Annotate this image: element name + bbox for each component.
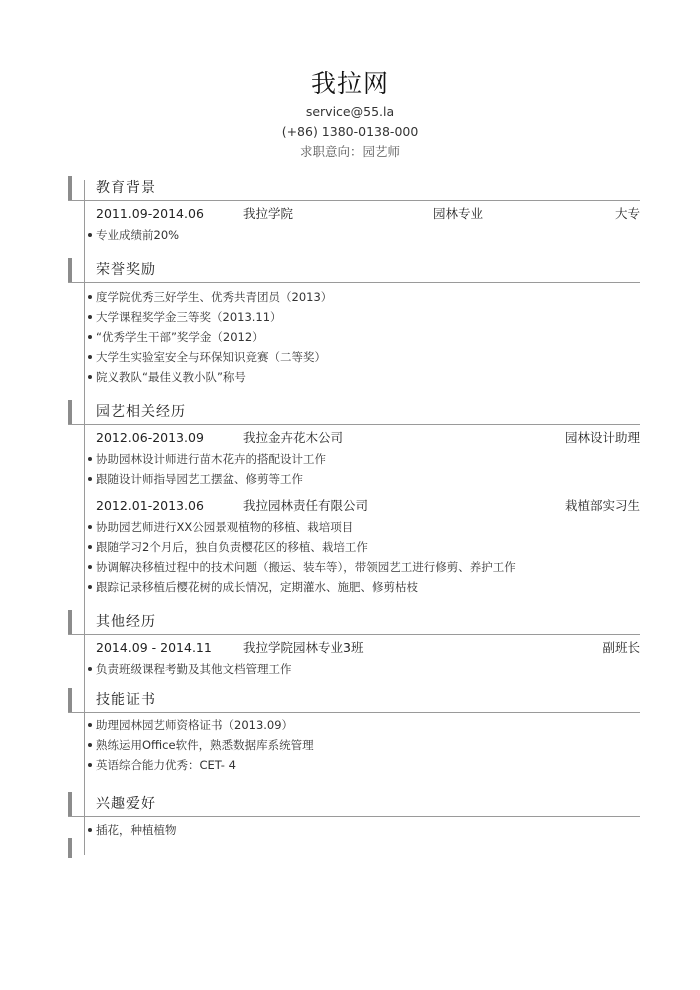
bullet-icon (88, 828, 92, 832)
section-header (68, 792, 640, 817)
section-title: 兴趣爱好 (96, 796, 156, 812)
bullet-icon (88, 315, 92, 319)
entry-period: 2014.09 - 2014.11 (96, 640, 212, 655)
section-marker (68, 258, 72, 282)
section-education (68, 176, 640, 242)
entry-role: 副班长 (602, 640, 640, 655)
section-header (68, 258, 640, 283)
email-text: service@55.la (305, 104, 395, 119)
bullet-icon (88, 375, 92, 379)
section-title: 技能证书 (96, 692, 156, 708)
section-marker (68, 176, 72, 200)
bullet-icon (88, 477, 92, 481)
list-item: 插花，种植植物 (68, 820, 640, 840)
section-title: 教育背景 (96, 180, 156, 196)
candidate-name: 我拉网 (310, 69, 389, 98)
section-header (68, 688, 640, 713)
bullet-icon (88, 667, 92, 671)
bullet-icon (88, 355, 92, 359)
entry-period: 2011.09-2014.06 (96, 206, 204, 221)
bullet-icon (88, 457, 92, 461)
list-item: 度学院优秀三好学生、优秀共青团员（2013） (68, 287, 640, 307)
bullet-icon (88, 723, 92, 727)
job-role: 栽植部实习生 (564, 498, 640, 513)
list-item: 协助园艺师进行XX公园景观植物的移植、栽培项目 (68, 517, 640, 537)
bullet-icon (88, 565, 92, 569)
section-header (68, 610, 640, 635)
entry-school: 我拉学院 (243, 206, 294, 221)
list-item: 大学课程奖学金三等奖（2013.11） (68, 307, 640, 327)
list-item: 助理园林园艺师资格证书（2013.09） (68, 715, 640, 735)
section-title: 其他经历 (96, 614, 156, 630)
section-title: 园艺相关经历 (96, 404, 186, 420)
list-item: 英语综合能力优秀：CET- 4 (68, 755, 640, 775)
section-awards (68, 258, 640, 384)
bullet-icon (88, 295, 92, 299)
list-item: 跟踪记录移植后樱花树的成长情况，定期灌水、施肥、修剪枯枝 (68, 577, 640, 597)
list-item: 院义教队“最佳义教小队”称号 (68, 367, 640, 387)
bullet-icon (88, 545, 92, 549)
phone-text: (+86) 1380-0138-000 (281, 124, 419, 139)
resume-header (0, 66, 700, 162)
job-entry (68, 495, 640, 517)
section-marker (68, 610, 72, 634)
job-objective: 求职意向：园艺师 (299, 144, 400, 159)
section-title: 荣誉奖励 (96, 262, 156, 278)
bullet-icon (88, 233, 92, 237)
bullet-icon (88, 525, 92, 529)
education-entry (68, 203, 640, 225)
other-entry (68, 637, 640, 659)
entry-major: 园林专业 (433, 206, 484, 221)
list-item: “优秀学生干部”奖学金（2012） (68, 327, 640, 347)
section-header (68, 176, 640, 201)
section-marker (68, 688, 72, 712)
list-item: 负责班级课程考勤及其他文档管理工作 (68, 659, 640, 679)
list-item: 熟练运用Office软件，熟悉数据库系统管理 (68, 735, 640, 755)
section-skills (68, 688, 640, 772)
list-item: 跟随设计师指导园艺工摆盆、修剪等工作 (68, 469, 640, 489)
list-item: 专业成绩前20% (68, 225, 640, 245)
bullet-icon (88, 335, 92, 339)
section-hobbies (68, 792, 640, 837)
list-item: 协调解决移植过程中的技术问题（搬运、装车等），带领园艺工进行修剪、养护工作 (68, 557, 640, 577)
section-experience (68, 400, 640, 594)
section-header (68, 400, 640, 425)
entry-degree: 大专 (614, 206, 640, 221)
bullet-icon (88, 743, 92, 747)
section-marker (68, 792, 72, 816)
job-role: 园林设计助理 (564, 430, 640, 445)
list-item: 大学生实验室安全与环保知识竞赛（二等奖） (68, 347, 640, 367)
rail-end-marker (68, 838, 72, 858)
job-period: 2012.01-2013.06 (96, 498, 204, 513)
job-company: 我拉园林责任有限公司 (243, 498, 369, 513)
job-period: 2012.06-2013.09 (96, 430, 204, 445)
bullet-icon (88, 585, 92, 589)
list-item: 协助园林设计师进行苗木花卉的搭配设计工作 (68, 449, 640, 469)
section-marker (68, 400, 72, 424)
job-company: 我拉金卉花木公司 (243, 430, 344, 445)
bullet-icon (88, 763, 92, 767)
list-item: 跟随学习2个月后，独自负责樱花区的移植、栽培工作 (68, 537, 640, 557)
entry-org: 我拉学院园林专业3班 (243, 640, 364, 655)
job-entry (68, 427, 640, 449)
section-other-experience (68, 610, 640, 676)
